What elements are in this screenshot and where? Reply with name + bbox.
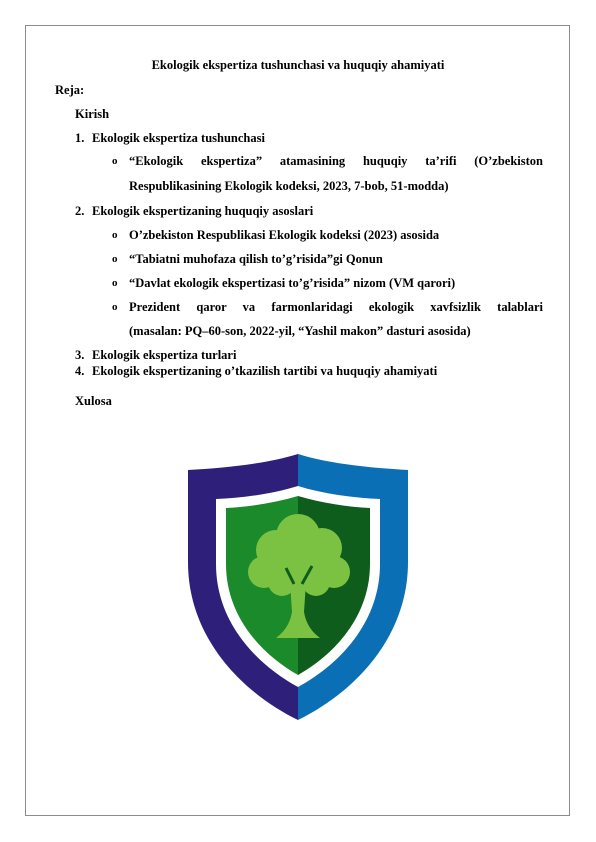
sub-item-2-4-line2: (masalan: PQ–60-son, 2022-yil, “Yashil makon” dasturi asosida) — [129, 324, 471, 338]
bullet-icon: o — [112, 253, 118, 265]
sub-item-2-2: “Tabiatni muhofaza qilish to’g’risida”gi Qonun — [129, 252, 383, 266]
sub-item-2-4-line1: Prezident qaror va farmonlaridagi ekologik xavfsizlik talablari — [129, 300, 543, 314]
bullet-icon: o — [112, 155, 118, 167]
sub-item-2-3: “Davlat ekologik ekspertizasi to’g’risida” nizom (VM qarori) — [129, 276, 456, 290]
document-title: Ekologik ekspertiza tushunchasi va huquqiy ahamiyati — [151, 58, 445, 72]
sub-item-1-1-line1: “Ekologik ekspertiza” atamasining huquqiy ta’rifi (O’zbekiston — [129, 154, 543, 168]
section-number-3: 3. — [75, 348, 85, 362]
reja-label: Reja: — [55, 83, 85, 97]
section-title-2: Ekologik ekspertizaning huquqiy asoslari — [92, 204, 314, 218]
section-title-3: Ekologik ekspertiza turlari — [92, 348, 237, 362]
section-number-1: 1. — [75, 131, 85, 145]
section-number-4: 4. — [75, 364, 85, 378]
kirish-item: Kirish — [75, 107, 110, 121]
bullet-icon: o — [112, 229, 118, 241]
shield-tree-logo-icon — [186, 452, 410, 722]
sub-item-1-1-line2: Respublikasining Ekologik kodeksi, 2023, 7-bob, 51-modda) — [129, 179, 449, 193]
section-title-1: Ekologik ekspertiza tushunchasi — [92, 131, 265, 145]
section-title-4: Ekologik ekspertizaning o’tkazilish tartibi va huquqiy ahamiyati — [92, 364, 438, 378]
sub-item-2-1: O’zbekiston Respublikasi Ekologik kodeksi (2023) asosida — [129, 228, 440, 242]
bullet-icon: o — [112, 301, 118, 313]
section-number-2: 2. — [75, 204, 85, 218]
xulosa-item: Xulosa — [75, 394, 112, 408]
bullet-icon: o — [112, 277, 118, 289]
